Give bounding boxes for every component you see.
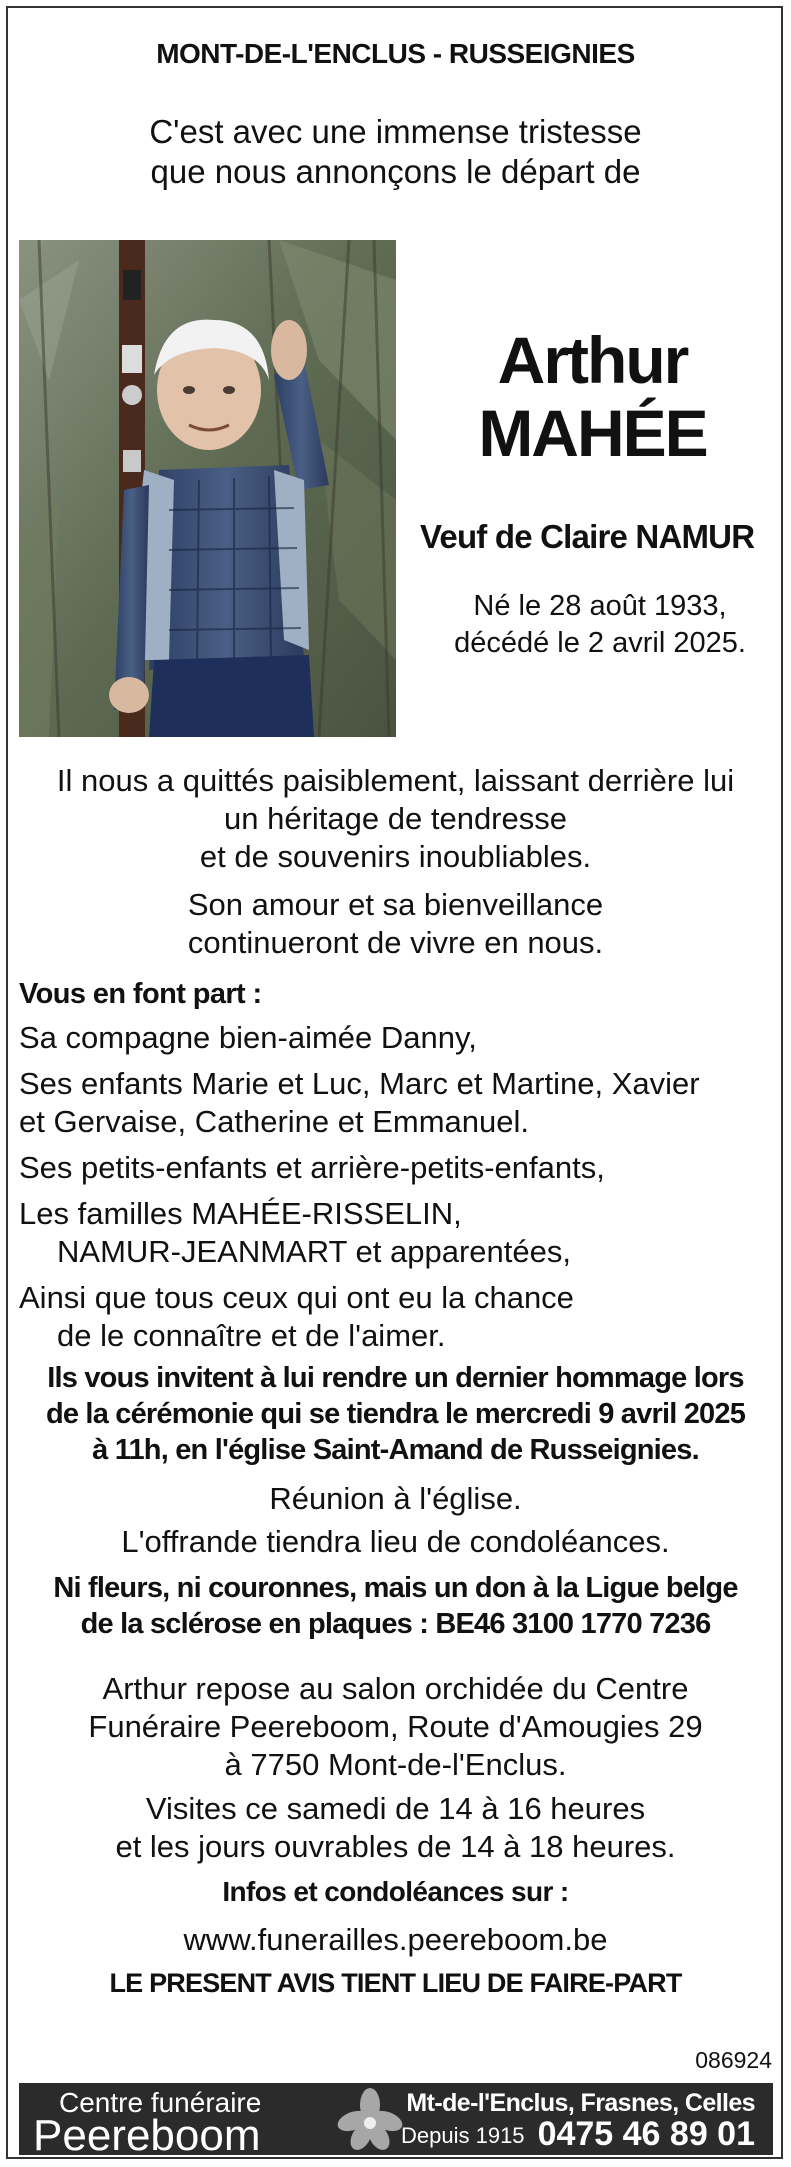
portrait-photo <box>19 240 396 737</box>
deceased-last-name: MAHÉE <box>478 396 707 470</box>
footer-phone[interactable]: 0475 46 89 01 <box>537 2115 755 2153</box>
flower-icon <box>337 2087 403 2156</box>
footer-since: Depuis 1915 <box>401 2123 525 2148</box>
family-children-2: et Gervaise, Catherine et Emmanuel. <box>19 1104 530 1139</box>
family-children-1: Ses enfants Marie et Luc, Marc et Martine, Xavier <box>19 1066 700 1101</box>
visit-line-2: Funéraire Peereboom, Route d'Amougies 29 <box>88 1709 703 1744</box>
reference-number: 086924 <box>695 2047 772 2073</box>
funeral-home-banner <box>19 2083 773 2160</box>
ceremony-line-1: Ils vous invitent à lui rendre un dernier hommage lors <box>47 1362 744 1394</box>
website-link[interactable]: www.funerailles.peereboom.be <box>183 1922 608 1957</box>
meeting-text: Réunion à l'église. <box>269 1481 522 1516</box>
visit-line-3: à 7750 Mont-de-l'Enclus. <box>224 1747 567 1782</box>
tribute-line-2: un héritage de tendresse <box>224 801 567 836</box>
footer-locations: Mt-de-l'Enclus, Frasnes, Celles <box>406 2089 755 2117</box>
tribute-line-1: Il nous a quittés paisiblement, laissant derrière lui <box>56 763 735 798</box>
family-grandchildren: Ses petits-enfants et arrière-petits-enfants, <box>19 1150 605 1185</box>
location-header: MONT-DE-L'ENCLUS - RUSSEIGNIES <box>156 38 635 69</box>
footer-line-1: Centre funéraire <box>59 2087 262 2118</box>
ceremony-line-2: de la cérémonie qui se tiendra le mercredi 9 avril 2025 <box>45 1398 746 1430</box>
donation-text <box>0 1570 791 1642</box>
ceremony-details <box>0 1480 791 1561</box>
death-date: décédé le 2 avril 2025. <box>454 627 746 659</box>
visit-info <box>0 1670 791 1866</box>
tribute-line-3: et de souvenirs inoubliables. <box>199 839 592 874</box>
intro-line-2: que nous annonçons le départ de <box>150 153 641 190</box>
visit-line-1: Arthur repose au salon orchidée du Centre <box>102 1671 689 1706</box>
family-section <box>19 975 779 1355</box>
family-others-2: de le connaître et de l'aimer. <box>57 1318 446 1353</box>
family-companion: Sa compagne bien-aimée Danny, <box>19 1020 477 1055</box>
ceremony-invitation <box>0 1360 791 1468</box>
visit-line-4: Visites ce samedi de 14 à 16 heures <box>145 1791 646 1826</box>
tribute-line-5: continueront de vivre en nous. <box>187 925 604 960</box>
donation-line-1: Ni fleurs, ni couronnes, mais un don à la Ligue belge <box>53 1572 738 1604</box>
intro-text <box>0 112 791 192</box>
tribute-text <box>0 762 791 962</box>
deceased-first-name: Arthur <box>497 323 688 397</box>
family-families-2: NAMUR-JEANMART et apparentées, <box>57 1234 571 1269</box>
family-others-1: Ainsi que tous ceux qui ont eu la chance <box>19 1280 574 1315</box>
visit-line-5: et les jours ouvrables de 14 à 18 heures. <box>115 1829 676 1864</box>
info-label: Infos et condoléances sur : <box>222 1876 569 1907</box>
ceremony-line-3: à 11h, en l'église Saint-Amand de Russeignies. <box>92 1434 699 1466</box>
notice-text: LE PRESENT AVIS TIENT LIEU DE FAIRE-PART <box>109 1968 682 1998</box>
family-families-1: Les familles MAHÉE-RISSELIN, <box>19 1196 462 1231</box>
birth-date: Né le 28 août 1933, <box>473 590 727 622</box>
offering-text: L'offrande tiendra lieu de condoléances. <box>121 1524 670 1559</box>
family-heading: Vous en font part : <box>19 978 262 1010</box>
tribute-line-4: Son amour et sa bienveillance <box>187 887 604 922</box>
intro-line-1: C'est avec une immense tristesse <box>149 113 642 150</box>
donation-line-2: de la sclérose en plaques : BE46 3100 1770 7236 <box>80 1608 711 1640</box>
birth-death-dates <box>420 588 780 662</box>
widow-of: Veuf de Claire NAMUR <box>420 518 755 555</box>
footer-brand: Peereboom <box>33 2111 261 2160</box>
